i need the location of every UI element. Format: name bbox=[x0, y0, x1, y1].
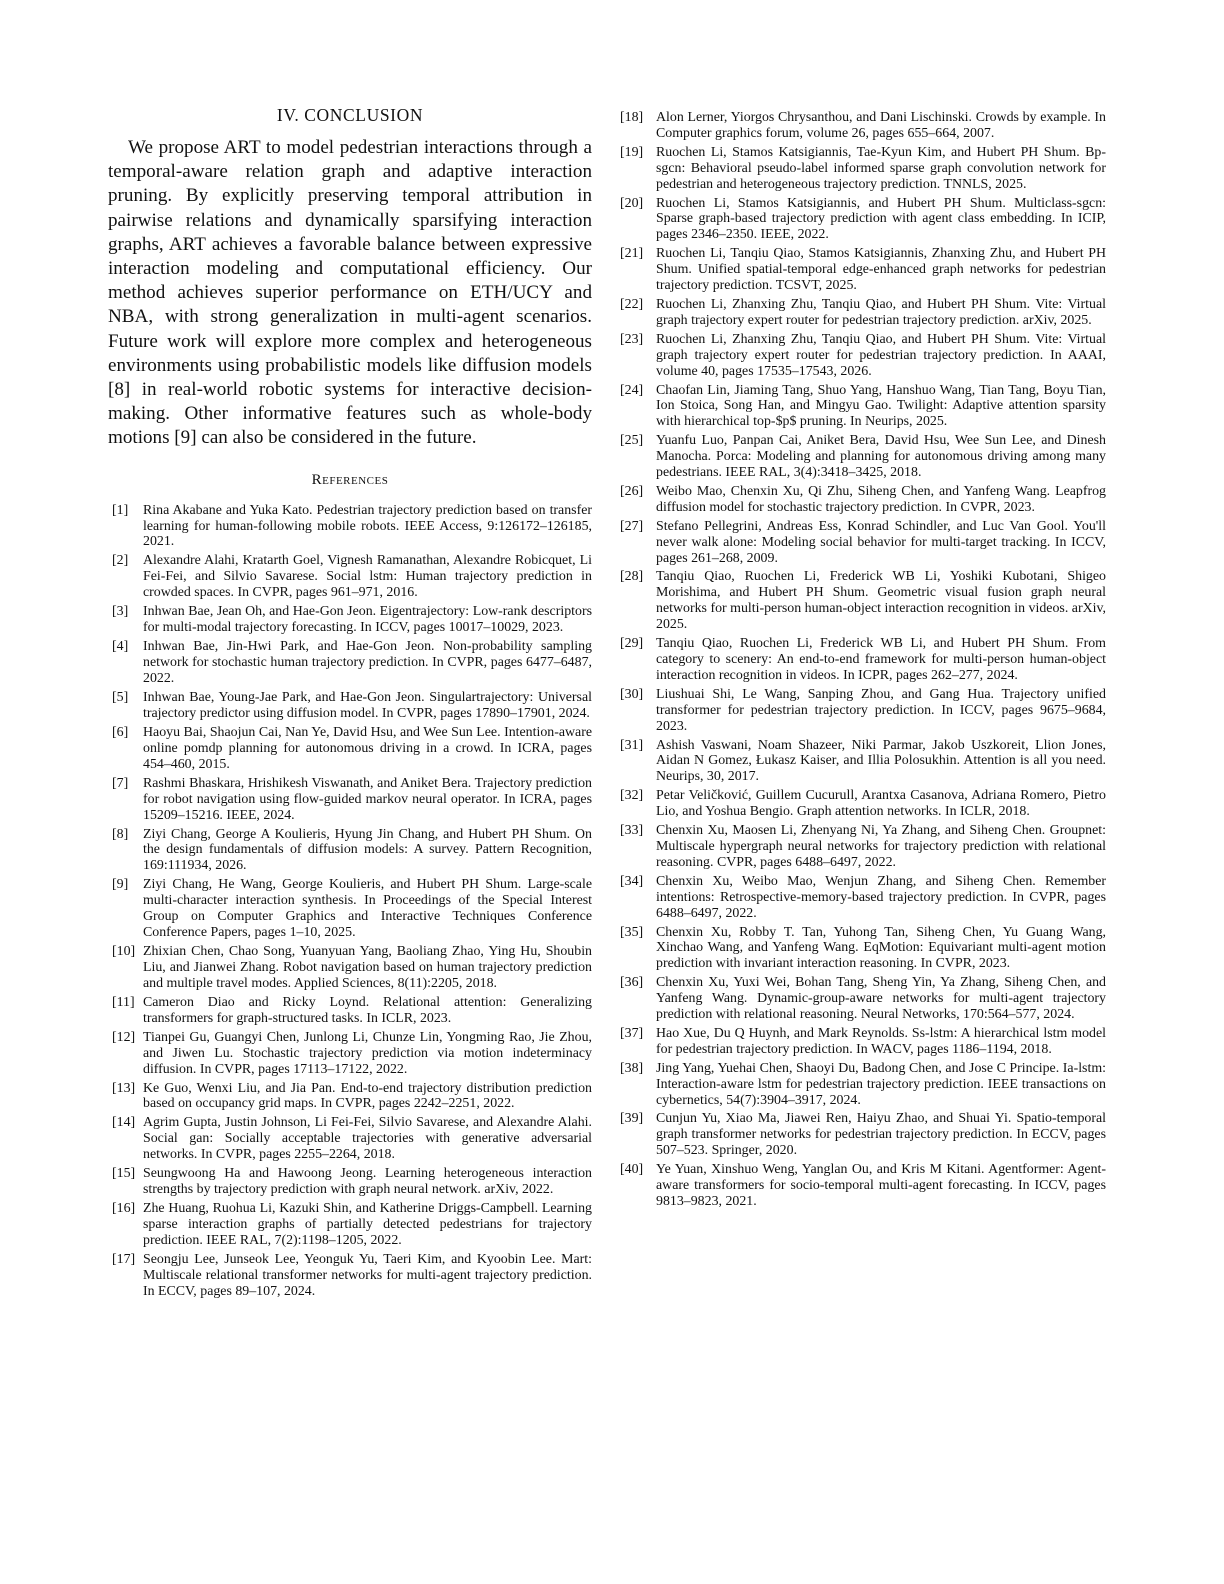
reference-item bbox=[620, 1111, 1106, 1159]
reference-item bbox=[108, 1081, 592, 1113]
reference-item bbox=[620, 110, 1106, 142]
reference-number: [2] bbox=[112, 553, 129, 569]
reference-number: [27] bbox=[620, 518, 644, 534]
reference-text: Jing Yang, Yuehai Chen, Shaoyi Du, Badong Chen, and Jose C Principe. Ia-lstm: Interaction-aware lstm for pedestrian trajectory prediction. IEEE transactions on cybernetics, 54(7):3904–3917, 2024. bbox=[656, 1060, 1106, 1108]
reference-text: Zhixian Chen, Chao Song, Yuanyuan Yang, Baoliang Zhao, Ying Hu, Shoubin Liu, and Jianwei Zhang. Robot navigation based on human trajectory prediction and multiple travel modes. Applied Sciences, 8(11):2205, 2018. bbox=[143, 944, 592, 991]
reference-item bbox=[620, 484, 1106, 516]
reference-item bbox=[620, 925, 1106, 973]
reference-item bbox=[108, 639, 592, 687]
reference-number: [40] bbox=[620, 1162, 644, 1178]
reference-text: Agrim Gupta, Justin Johnson, Li Fei-Fei, Silvio Savarese, and Alexandre Alahi. Social gan: Socially acceptable trajectories with generative adversarial networks. In CVPR, pages 2255–2264, 2018. bbox=[143, 1115, 592, 1163]
conclusion-heading: IV. CONCLUSION bbox=[276, 105, 424, 125]
reference-number: [23] bbox=[620, 331, 644, 347]
reference-number: [30] bbox=[620, 686, 644, 702]
reference-number: [26] bbox=[620, 483, 644, 499]
reference-number: [12] bbox=[112, 1029, 136, 1045]
reference-text: Hao Xue, Du Q Huynh, and Mark Reynolds. Ss-lstm: A hierarchical lstm model for pedestrian trajectory prediction. In WACV, pages 1186–1194, 2018. bbox=[656, 1025, 1106, 1057]
reference-text: Rina Akabane and Yuka Kato. Pedestrian trajectory prediction based on transfer learning for human-following mobile robots. IEEE Access, 9:126172–126185, 2021. bbox=[143, 502, 592, 550]
reference-item bbox=[108, 1252, 592, 1300]
reference-item bbox=[620, 433, 1106, 481]
reference-item bbox=[620, 1162, 1106, 1210]
reference-number: [25] bbox=[620, 433, 644, 449]
left-column bbox=[108, 105, 592, 1303]
reference-text: Ziyi Chang, George A Koulieris, Hyung Jin Chang, and Hubert PH Shum. On the design fundamentals of diffusion models: A survey. Pattern Recognition, 169:111934, 2026. bbox=[143, 826, 592, 874]
reference-text: Ruochen Li, Zhanxing Zhu, Tanqiu Qiao, and Hubert PH Shum. Vite: Virtual graph trajectory expert router for pedestrian trajectory prediction. In AAAI, volume 40, pages 17535–17543, 2026. bbox=[656, 331, 1106, 379]
reference-text: Petar Veličković, Guillem Cucurull, Arantxa Casanova, Adriana Romero, Pietro Lio, and Yoshua Bengio. Graph attention networks. In ICLR, 2018. bbox=[656, 788, 1106, 820]
reference-number: [14] bbox=[112, 1115, 136, 1131]
reference-item bbox=[108, 553, 592, 601]
reference-item bbox=[620, 383, 1106, 431]
reference-number: [36] bbox=[620, 975, 644, 991]
reference-text: Ruochen Li, Tanqiu Qiao, Stamos Katsigiannis, Zhanxing Zhu, and Hubert PH Shum. Unified spatial-temporal edge-enhanced graph networks for pedestrian trajectory prediction. TCSVT, 2025. bbox=[656, 246, 1106, 294]
reference-text: Ziyi Chang, He Wang, George Koulieris, and Hubert PH Shum. Large-scale multi-character interaction synthesis. In Proceedings of the Special Interest Group on Computer Graphics and Interactive Techniques Conference Conference Papers, pages 1–10, 2025. bbox=[143, 877, 592, 941]
reference-number: [34] bbox=[620, 873, 644, 889]
reference-item bbox=[108, 944, 592, 992]
reference-item bbox=[620, 687, 1106, 735]
reference-text: Seongju Lee, Junseok Lee, Yeonguk Yu, Taeri Kim, and Kyoobin Lee. Mart: Multiscale relational transformer networks for multi-agent trajectory prediction. In ECCV, pages 89–107, 2024. bbox=[143, 1252, 592, 1299]
reference-text: Weibo Mao, Chenxin Xu, Qi Zhu, Siheng Chen, and Yanfeng Wang. Leapfrog diffusion model for stochastic trajectory prediction. In CVPR, 2023. bbox=[656, 483, 1106, 515]
reference-text: Ruochen Li, Stamos Katsigiannis, Tae-Kyun Kim, and Hubert PH Shum. Bp-sgcn: Behavioral pseudo-label informed sparse graph convolution network for pedestrian and heterogeneous trajectory prediction. TNNLS, 2025. bbox=[656, 144, 1106, 192]
references-heading: References bbox=[311, 471, 389, 488]
reference-text: Inhwan Bae, Young-Jae Park, and Hae-Gon Jeon. Singulartrajectory: Universal trajectory predictor using diffusion model. In CVPR, pages 17890–17901, 2024. bbox=[143, 689, 592, 721]
reference-number: [20] bbox=[620, 195, 644, 211]
reference-item bbox=[620, 519, 1106, 567]
reference-text: Inhwan Bae, Jean Oh, and Hae-Gon Jeon. Eigentrajectory: Low-rank descriptors for multi-modal trajectory forecasting. In ICCV, pages 10017–10029, 2023. bbox=[143, 604, 592, 636]
reference-number: [32] bbox=[620, 788, 644, 804]
reference-item bbox=[108, 690, 592, 722]
reference-text: Yuanfu Luo, Panpan Cai, Aniket Bera, David Hsu, Wee Sun Lee, and Dinesh Manocha. Porca: Modeling and planning for autonomous driving among many pedestrians. IEEE RAL, 3(4):3418–3425, 2018. bbox=[656, 433, 1106, 481]
reference-text: Tanqiu Qiao, Ruochen Li, Frederick WB Li, and Hubert PH Shum. From category to scenery: An end-to-end framework for multi-person human-object interaction recognition in videos. In ICPR, pages 262–277, 2024. bbox=[656, 636, 1106, 683]
reference-item bbox=[108, 776, 592, 824]
reference-text: Tianpei Gu, Guangyi Chen, Junlong Li, Chunze Lin, Yongming Rao, Jie Zhou, and Jiwen Lu. Stochastic trajectory prediction via motion indeterminacy diffusion. In CVPR, pages 17113–17122, 2022. bbox=[143, 1029, 592, 1077]
reference-number: [39] bbox=[620, 1111, 644, 1127]
reference-text: Ke Guo, Wenxi Liu, and Jia Pan. End-to-end trajectory distribution prediction based on occupancy grid maps. In CVPR, pages 2242–2251, 2022. bbox=[143, 1080, 592, 1112]
reference-text: Tanqiu Qiao, Ruochen Li, Frederick WB Li, Yoshiki Kubotani, Shigeo Morishima, and Hubert PH Shum. Geometric visual fusion graph neural networks for multi-person human-object interaction recognition in videos. arXiv, 2025. bbox=[656, 569, 1106, 633]
reference-text: Ye Yuan, Xinshuo Weng, Yanglan Ou, and Kris M Kitani. Agentformer: Agent-aware transformers for socio-temporal multi-agent forecasting. In ICCV, pages 9813–9823, 2021. bbox=[656, 1162, 1106, 1209]
reference-item bbox=[108, 1201, 592, 1249]
reference-text: Chaofan Lin, Jiaming Tang, Shuo Yang, Hanshuo Wang, Tian Tang, Boyu Tian, Ion Stoica, Song Han, and Mingyu Gao. Twilight: Adaptive attention sparsity with hierarchical top-$p$ pruning. In Neurips, 2025. bbox=[656, 382, 1106, 430]
reference-item bbox=[108, 1030, 592, 1078]
reference-text: Zhe Huang, Ruohua Li, Kazuki Shin, and Katherine Driggs-Campbell. Learning sparse interaction graphs of partially detected pedestrians for trajectory prediction. IEEE RAL, 7(2):1198–1205, 2022. bbox=[143, 1201, 592, 1249]
reference-item bbox=[620, 874, 1106, 922]
reference-number: [28] bbox=[620, 569, 644, 585]
reference-number: [15] bbox=[112, 1166, 136, 1182]
reference-number: [7] bbox=[112, 775, 129, 791]
reference-number: [4] bbox=[112, 639, 129, 655]
reference-text: Cameron Diao and Ricky Loynd. Relational attention: Generalizing transformers for graph-structured tasks. In ICLR, 2023. bbox=[143, 994, 592, 1026]
reference-number: [10] bbox=[112, 944, 136, 960]
reference-text: Seungwoong Ha and Hawoong Jeong. Learning heterogeneous interaction strengths by trajectory prediction with graph neural network. arXiv, 2022. bbox=[143, 1166, 592, 1198]
reference-number: [31] bbox=[620, 737, 644, 753]
reference-item bbox=[108, 995, 592, 1027]
reference-number: [19] bbox=[620, 144, 644, 160]
reference-text: Ruochen Li, Stamos Katsigiannis, and Hubert PH Shum. Multiclass-sgcn: Sparse graph-based trajectory prediction with agent class embedding. In ICIP, pages 2346–2350. IEEE, 2022. bbox=[656, 195, 1106, 243]
conclusion-paragraph: We propose ART to model pedestrian interactions through a temporal-aware relation graph and adaptive interaction pruning. By explicitly preserving temporal attribution in pairwise relations and dynamically sparsifying interaction graphs, ART achieves a favorable balance between expressive interaction modeling and computational efficiency. Our method achieves superior performance on ETH/UCY and NBA, with strong generalization in multi-agent scenarios. Future work will explore more complex and heterogeneous environments using probabilistic models like diffusion models [8] in real-world robotic systems for interactive decision-making. Other informative features such as whole-body motions [9] can also be considered in the future. bbox=[108, 137, 592, 449]
reference-item bbox=[108, 503, 592, 551]
reference-item bbox=[620, 332, 1106, 380]
reference-number: [8] bbox=[112, 826, 129, 842]
reference-text: Inhwan Bae, Jin-Hwi Park, and Hae-Gon Jeon. Non-probability sampling network for stochastic human trajectory prediction. In CVPR, pages 6477–6487, 2022. bbox=[143, 639, 592, 686]
references-list-right bbox=[620, 110, 1106, 1210]
reference-number: [35] bbox=[620, 924, 644, 940]
reference-text: Liushuai Shi, Le Wang, Sanping Zhou, and Gang Hua. Trajectory unified transformer for pedestrian trajectory prediction. In ICCV, pages 9675–9684, 2023. bbox=[656, 686, 1106, 734]
reference-item bbox=[620, 1026, 1106, 1058]
reference-item bbox=[620, 636, 1106, 684]
reference-text: Haoyu Bai, Shaojun Cai, Nan Ye, David Hsu, and Wee Sun Lee. Intention-aware online pomdp planning for autonomous driving in a crowd. In ICRA, pages 454–460, 2015. bbox=[143, 724, 592, 772]
reference-number: [24] bbox=[620, 382, 644, 398]
right-column bbox=[620, 110, 1106, 1213]
reference-number: [5] bbox=[112, 689, 129, 705]
reference-text: Rashmi Bhaskara, Hrishikesh Viswanath, and Aniket Bera. Trajectory prediction for robot navigation using flow-guided markov neural operator. In ICRA, pages 15209–15216. IEEE, 2024. bbox=[143, 775, 592, 823]
reference-text: Alon Lerner, Yiorgos Chrysanthou, and Dani Lischinski. Crowds by example. In Computer graphics forum, volume 26, pages 655–664, 2007. bbox=[656, 110, 1106, 141]
reference-item bbox=[108, 725, 592, 773]
reference-item bbox=[620, 823, 1106, 871]
reference-number: [9] bbox=[112, 877, 129, 893]
reference-number: [21] bbox=[620, 246, 644, 262]
reference-item bbox=[620, 738, 1106, 786]
reference-text: Ruochen Li, Zhanxing Zhu, Tanqiu Qiao, and Hubert PH Shum. Vite: Virtual graph trajectory expert router for pedestrian trajectory prediction. arXiv, 2025. bbox=[656, 296, 1106, 328]
reference-item bbox=[620, 145, 1106, 193]
reference-item bbox=[620, 569, 1106, 633]
reference-number: [18] bbox=[620, 110, 644, 125]
reference-text: Cunjun Yu, Xiao Ma, Jiawei Ren, Haiyu Zhao, and Shuai Yi. Spatio-temporal graph transformer networks for pedestrian trajectory prediction. In ECCV, pages 507–523. Springer, 2020. bbox=[656, 1111, 1106, 1159]
reference-text: Chenxin Xu, Robby T. Tan, Yuhong Tan, Siheng Chen, Yu Guang Wang, Xinchao Wang, and Yanfeng Wang. EqMotion: Equivariant multi-agent motion prediction with invariant interaction reasoning. In CVPR, 2023. bbox=[656, 924, 1106, 972]
reference-item bbox=[620, 788, 1106, 820]
reference-number: [11] bbox=[112, 994, 135, 1010]
reference-number: [17] bbox=[112, 1252, 136, 1268]
reference-number: [1] bbox=[112, 502, 129, 518]
references-list-left bbox=[108, 503, 592, 1300]
reference-number: [37] bbox=[620, 1025, 644, 1041]
reference-item bbox=[108, 1115, 592, 1163]
reference-item bbox=[620, 246, 1106, 294]
reference-text: Chenxin Xu, Yuxi Wei, Bohan Tang, Sheng Yin, Ya Zhang, Siheng Chen, and Yanfeng Wang. Dynamic-group-aware networks for multi-agent trajectory prediction with relational reasoning. Neural Networks, 170:564–577, 2024. bbox=[656, 975, 1106, 1023]
reference-item bbox=[108, 827, 592, 875]
reference-number: [33] bbox=[620, 823, 644, 839]
reference-text: Chenxin Xu, Maosen Li, Zhenyang Ni, Ya Zhang, and Siheng Chen. Groupnet: Multiscale hypergraph neural networks for trajectory prediction with relational reasoning. CVPR, pages 6488–6497, 2022. bbox=[656, 823, 1106, 870]
reference-number: [29] bbox=[620, 636, 644, 652]
reference-number: [13] bbox=[112, 1080, 136, 1096]
reference-item bbox=[620, 975, 1106, 1023]
reference-item bbox=[108, 1166, 592, 1198]
reference-number: [22] bbox=[620, 296, 644, 312]
reference-text: Stefano Pellegrini, Andreas Ess, Konrad Schindler, and Luc Van Gool. You'll never walk alone: Modeling social behavior for multi-target tracking. In ICCV, pages 261–268, 2009. bbox=[656, 518, 1106, 566]
reference-item bbox=[620, 297, 1106, 329]
reference-item bbox=[108, 877, 592, 941]
reference-item bbox=[108, 604, 592, 636]
reference-number: [3] bbox=[112, 604, 129, 620]
reference-item bbox=[620, 1061, 1106, 1109]
reference-number: [16] bbox=[112, 1201, 136, 1217]
reference-item bbox=[620, 196, 1106, 244]
reference-text: Ashish Vaswani, Noam Shazeer, Niki Parmar, Jakob Uszkoreit, Llion Jones, Aidan N Gomez, Łukasz Kaiser, and Illia Polosukhin. Attention is all you need. Neurips, 30, 2017. bbox=[656, 737, 1106, 785]
reference-text: Chenxin Xu, Weibo Mao, Wenjun Zhang, and Siheng Chen. Remember intentions: Retrospective-memory-based trajectory prediction. In CVPR, pages 6488–6497, 2022. bbox=[656, 873, 1106, 921]
reference-number: [6] bbox=[112, 724, 129, 740]
reference-text: Alexandre Alahi, Kratarth Goel, Vignesh Ramanathan, Alexandre Robicquet, Li Fei-Fei, and Silvio Savarese. Social lstm: Human trajectory prediction in crowded spaces. In CVPR, pages 961–971, 2016. bbox=[143, 553, 592, 601]
reference-number: [38] bbox=[620, 1060, 644, 1076]
